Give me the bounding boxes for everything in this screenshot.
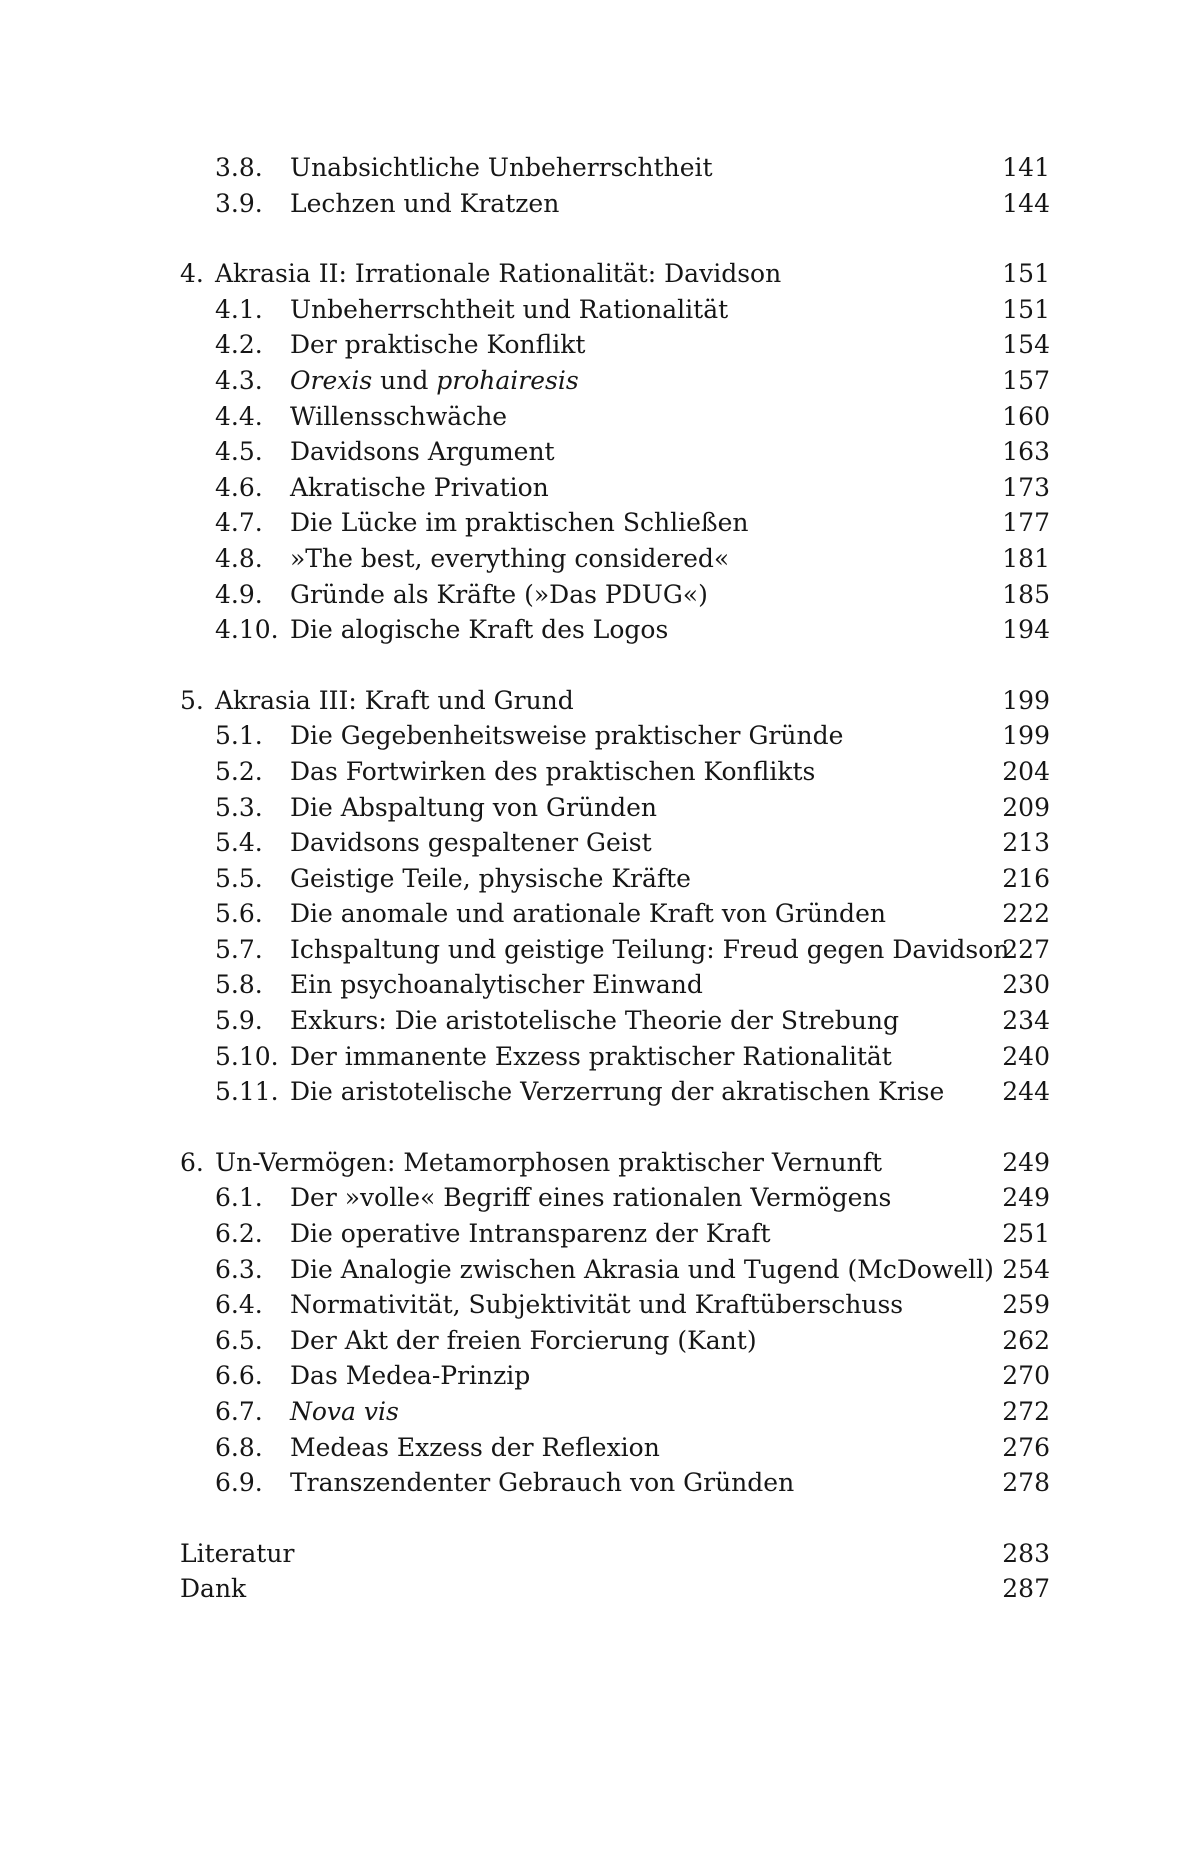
toc-entry-row [180, 399, 1050, 435]
page-number: 283 [1002, 1538, 1050, 1568]
toc-entry-row [180, 790, 1050, 826]
section-title: Die operative Intransparenz der Kraft [290, 1219, 771, 1249]
section-title: Akrasia II: Irrationale Rationalität: Davidson [215, 259, 782, 289]
section-number: 5.5. [215, 863, 263, 893]
section-title [290, 1394, 399, 1430]
page-number: 230 [1002, 970, 1050, 1000]
page-number: 141 [1002, 153, 1050, 182]
toc-entry-row [180, 1430, 1050, 1466]
section-title: Exkurs: Die aristotelische Theorie der Strebung [290, 1006, 899, 1036]
section-title: Literatur [180, 1538, 295, 1568]
section-number: 5.9. [215, 1006, 263, 1036]
toc-entry-row [180, 1003, 1050, 1039]
section-number: 4.5. [215, 437, 263, 467]
toc-entry-row [180, 1394, 1050, 1430]
section-number: 5.8. [215, 970, 263, 1000]
section-number: 6.4. [215, 1290, 263, 1320]
section-title: Geistige Teile, physische Kräfte [290, 863, 691, 893]
page-number: 213 [1002, 828, 1050, 858]
page-number: 151 [1002, 259, 1050, 289]
toc-entry-row [180, 434, 1050, 470]
page-number: 181 [1002, 543, 1050, 573]
section-number: 4.10. [215, 615, 279, 645]
page-number: 199 [1002, 721, 1050, 751]
section-number: 6.8. [215, 1432, 263, 1462]
italic-term: Nova vis [290, 1397, 399, 1426]
toc-entry-row [180, 1323, 1050, 1359]
section-title: Der praktische Konflikt [290, 330, 586, 360]
section-title: Die aristotelische Verzerrung der akratischen Krise [290, 1077, 945, 1107]
toc-entry-row [180, 1287, 1050, 1323]
toc-entry-row [180, 327, 1050, 363]
section-title: Ichspaltung und geistige Teilung: Freud gegen Davidson [290, 934, 1010, 964]
toc-entry-row [180, 186, 1050, 222]
page-number: 249 [1002, 1183, 1050, 1213]
section-title: Akratische Privation [290, 472, 549, 502]
group-spacer [180, 1501, 1050, 1536]
italic-term: Orexis [290, 365, 373, 395]
section-number: 4.1. [215, 294, 263, 324]
section-number: 6.6. [215, 1361, 263, 1391]
page-number: 278 [1002, 1468, 1050, 1498]
section-title: Die Abspaltung von Gründen [290, 792, 658, 822]
section-title: Davidsons Argument [290, 437, 555, 467]
section-number: 5.10. [215, 1041, 279, 1071]
section-title: Lechzen und Kratzen [290, 188, 560, 218]
toc-entry-row [180, 1180, 1050, 1216]
section-number: 5.1. [215, 721, 263, 751]
toc-entry-row [180, 292, 1050, 328]
page-number: 287 [1002, 1574, 1050, 1604]
toc-entry-row [180, 541, 1050, 577]
page-number: 259 [1002, 1290, 1050, 1320]
page-number: 151 [1002, 294, 1050, 324]
section-number: 4.2. [215, 330, 263, 360]
section-title: Der immanente Exzess praktischer Rationalität [290, 1041, 892, 1071]
section-number: 5. [180, 685, 204, 715]
page-number: 154 [1002, 330, 1050, 360]
page-number: 173 [1002, 472, 1050, 502]
page-number: 244 [1002, 1077, 1050, 1107]
page-number: 262 [1002, 1325, 1050, 1355]
page-number: 204 [1002, 756, 1050, 786]
page-number: 276 [1002, 1432, 1050, 1462]
section-title: Die alogische Kraft des Logos [290, 615, 669, 645]
section-title: Medeas Exzess der Reflexion [290, 1432, 660, 1462]
section-number: 4.8. [215, 543, 263, 573]
section-title: Willensschwäche [290, 401, 508, 431]
page-number: 199 [1002, 685, 1050, 715]
section-title: Der »volle« Begriff eines rationalen Vermögens [290, 1183, 892, 1213]
title-text: und [372, 365, 437, 395]
page-number: 185 [1002, 579, 1050, 609]
group-spacer [180, 221, 1050, 256]
page-number: 254 [1002, 1254, 1050, 1284]
section-title: Normativität, Subjektivität und Kraftüberschuss [290, 1290, 904, 1320]
toc-chapter-row [180, 256, 1050, 292]
page-number: 194 [1002, 615, 1050, 645]
toc-chapter-row [180, 683, 1050, 719]
toc-entry-row [180, 1039, 1050, 1075]
section-number: 6.5. [215, 1325, 263, 1355]
page-number: 177 [1002, 508, 1050, 538]
page-number: 163 [1002, 437, 1050, 467]
toc-entry-row [180, 505, 1050, 541]
section-title: Gründe als Kräfte (»Das PDUG«) [290, 579, 708, 609]
page-number: 209 [1002, 792, 1050, 822]
page-number: 251 [1002, 1219, 1050, 1249]
section-number: 6.3. [215, 1254, 263, 1284]
page-number: 144 [1002, 188, 1050, 218]
section-title: Dank [180, 1574, 247, 1604]
page-number: 234 [1002, 1006, 1050, 1036]
toc-entry-row [180, 150, 1050, 186]
section-title: Die anomale und arationale Kraft von Gründen [290, 899, 886, 929]
toc-entry-row [180, 967, 1050, 1003]
toc-entry-row [180, 470, 1050, 506]
toc-entry-row [180, 825, 1050, 861]
section-number: 6.2. [215, 1219, 263, 1249]
toc-entry-row [180, 1536, 1050, 1572]
section-number: 4.4. [215, 401, 263, 431]
toc-entry-row [180, 1074, 1050, 1110]
section-number: 5.2. [215, 756, 263, 786]
page-number: 216 [1002, 863, 1050, 893]
group-spacer [180, 1110, 1050, 1145]
section-title: Das Fortwirken des praktischen Konflikts [290, 756, 816, 786]
section-title [290, 363, 579, 399]
page-number: 227 [1002, 934, 1050, 964]
italic-term: prohairesis [436, 365, 579, 395]
toc-entry-row [180, 363, 1050, 399]
page-number: 249 [1002, 1147, 1050, 1177]
section-title: Die Gegebenheitsweise praktischer Gründe [290, 721, 844, 751]
section-number: 6.1. [215, 1183, 263, 1213]
toc-entry-row [180, 1358, 1050, 1394]
section-title: Das Medea-Prinzip [290, 1361, 531, 1391]
toc-entry-row [180, 1216, 1050, 1252]
section-number: 5.11. [215, 1077, 279, 1107]
page-number: 222 [1002, 899, 1050, 929]
page-number: 272 [1002, 1397, 1050, 1426]
toc-entry-row [180, 1465, 1050, 1501]
section-number: 4.3. [215, 365, 263, 395]
section-number: 4.7. [215, 508, 263, 538]
section-number: 5.7. [215, 934, 263, 964]
toc-entry-row [180, 612, 1050, 648]
toc-entry-row [180, 896, 1050, 932]
page-number: 270 [1002, 1361, 1050, 1391]
section-number: 5.3. [215, 792, 263, 822]
section-title: Davidsons gespaltener Geist [290, 828, 652, 858]
toc-entry-row [180, 754, 1050, 790]
table-of-contents [180, 150, 1050, 1607]
page-number: 157 [1002, 365, 1050, 395]
page-number: 160 [1002, 401, 1050, 431]
toc-entry-row [180, 932, 1050, 968]
toc-entry-row [180, 1252, 1050, 1288]
toc-entry-row [180, 861, 1050, 897]
section-title: Un-Vermögen: Metamorphosen praktischer Vernunft [215, 1147, 882, 1177]
toc-entry-row [180, 577, 1050, 613]
section-title: Die Lücke im praktischen Schließen [290, 508, 749, 538]
section-number: 4.9. [215, 579, 263, 609]
section-number: 6. [180, 1147, 204, 1177]
section-number: 6.9. [215, 1468, 263, 1498]
section-number: 3.8. [215, 153, 263, 182]
toc-entry-row [180, 1571, 1050, 1607]
section-title: Die Analogie zwischen Akrasia und Tugend (McDowell) [290, 1254, 994, 1284]
section-title: Unabsichtliche Unbeherrschtheit [290, 153, 713, 182]
section-title: Der Akt der freien Forcierung (Kant) [290, 1325, 757, 1355]
section-title: »The best, everything considered« [290, 543, 730, 573]
section-title: Akrasia III: Kraft und Grund [215, 685, 574, 715]
toc-entry-row [180, 718, 1050, 754]
group-spacer [180, 648, 1050, 683]
section-number: 6.7. [215, 1397, 263, 1426]
section-title: Transzendenter Gebrauch von Gründen [290, 1468, 795, 1498]
page-number: 240 [1002, 1041, 1050, 1071]
toc-chapter-row [180, 1145, 1050, 1181]
section-number: 3.9. [215, 188, 263, 218]
section-number: 5.4. [215, 828, 263, 858]
section-number: 5.6. [215, 899, 263, 929]
section-title: Unbeherrschtheit und Rationalität [290, 294, 729, 324]
section-number: 4. [180, 259, 204, 289]
section-title: Ein psychoanalytischer Einwand [290, 970, 703, 1000]
section-number: 4.6. [215, 472, 263, 502]
